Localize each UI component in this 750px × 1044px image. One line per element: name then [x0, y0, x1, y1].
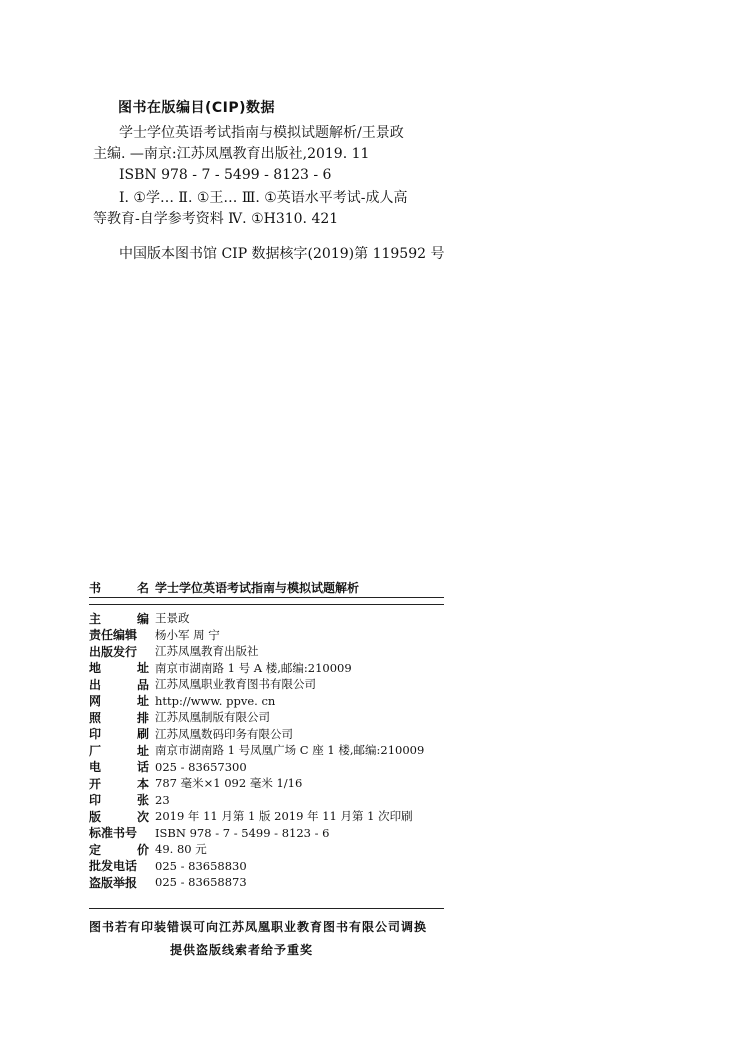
info-row [89, 610, 444, 627]
info-label: 地 址 [89, 661, 149, 676]
cip-class-line1: Ⅰ. ①学… Ⅱ. ①王… Ⅲ. ①英语水平考试-成人高 [119, 190, 408, 206]
info-row [89, 627, 444, 644]
info-label: 批发电话 [89, 859, 138, 874]
divider-middle [89, 604, 444, 605]
info-label: 出版发行 [89, 644, 138, 659]
info-row [89, 643, 444, 660]
info-value: 江苏凤凰数码印务有限公司 [155, 726, 293, 741]
info-value: 南京市湖南路 1 号凤凰广场 C 座 1 楼,邮编:210009 [155, 743, 425, 758]
cip-desc-line2: 主编. —南京:江苏凤凰教育出版社,2019. 11 [93, 146, 370, 162]
info-value: 王景政 [155, 611, 190, 626]
info-value: 49. 80 元 [155, 842, 207, 857]
info-label: 照 排 [89, 710, 149, 725]
info-value: 杨小军 周 宁 [155, 627, 220, 642]
info-row [89, 709, 444, 726]
info-value: 787 毫米×1 092 毫米 1/16 [155, 776, 303, 791]
cip-certificate [93, 244, 463, 265]
cip-isbn-line: ISBN 978 - 7 - 5499 - 8123 - 6 [119, 167, 332, 183]
info-row [89, 825, 444, 842]
info-label: 出 品 [89, 677, 149, 692]
divider-top [89, 597, 444, 598]
book-title-value: 学士学位英语考试指南与模拟试题解析 [155, 581, 360, 595]
info-row [89, 660, 444, 677]
info-label: 盗版举报 [89, 875, 138, 890]
info-row [89, 808, 444, 825]
info-row [89, 841, 444, 858]
info-label: 印 张 [89, 793, 149, 808]
info-label: 厂 址 [89, 743, 149, 758]
publication-info-table [89, 610, 444, 891]
info-row [89, 792, 444, 809]
info-value: 025 - 83658830 [155, 858, 247, 873]
info-label: 定 价 [89, 842, 149, 857]
info-label: 网 址 [89, 694, 149, 709]
info-value: http://www. ppve. cn [155, 693, 276, 708]
cip-class-line2: 等教育-自学参考资料 Ⅳ. ①H310. 421 [93, 211, 339, 227]
info-label: 标准书号 [89, 826, 138, 841]
info-label: 印 刷 [89, 727, 149, 742]
info-value: 江苏凤凰教育出版社 [155, 644, 259, 659]
info-value: 23 [155, 792, 170, 807]
info-row [89, 874, 444, 891]
info-value: 025 - 83658873 [155, 875, 247, 890]
book-title-label: 书 名 [89, 581, 149, 595]
info-label: 开 本 [89, 776, 149, 791]
info-label: 电 话 [89, 760, 149, 775]
info-value: 2019 年 11 月第 1 版 2019 年 11 月第 1 次印刷 [155, 809, 413, 824]
info-row [89, 858, 444, 875]
cip-description [93, 123, 463, 186]
info-row [89, 759, 444, 776]
info-row [89, 693, 444, 710]
info-value: ISBN 978 - 7 - 5499 - 8123 - 6 [155, 825, 330, 840]
info-value: 江苏凤凰职业教育图书有限公司 [155, 677, 316, 692]
info-label: 责任编辑 [89, 628, 138, 643]
cip-cert-line: 中国版本图书馆 CIP 数据核字(2019)第 119592 号 [119, 246, 445, 262]
book-title-row [89, 579, 359, 596]
info-row [89, 676, 444, 693]
cip-desc-line1: 学士学位英语考试指南与模拟试题解析/王景政 [119, 125, 404, 141]
info-value: 江苏凤凰制版有限公司 [155, 710, 270, 725]
info-value: 南京市湖南路 1 号 A 楼,邮编:210009 [155, 660, 352, 675]
footer-notice-exchange: 图书若有印装错误可向江苏凤凰职业教育图书有限公司调换 [89, 920, 428, 934]
cip-classification [93, 188, 463, 230]
divider-bottom [89, 908, 444, 909]
footer-notice-piracy: 提供盗版线索者给予重奖 [170, 943, 314, 957]
cip-title: 图书在版编目(CIP)数据 [118, 100, 276, 116]
info-label: 主 编 [89, 611, 149, 626]
info-row [89, 742, 444, 759]
info-row [89, 726, 444, 743]
info-label: 版 次 [89, 809, 149, 824]
info-row [89, 775, 444, 792]
info-value: 025 - 83657300 [155, 759, 247, 774]
